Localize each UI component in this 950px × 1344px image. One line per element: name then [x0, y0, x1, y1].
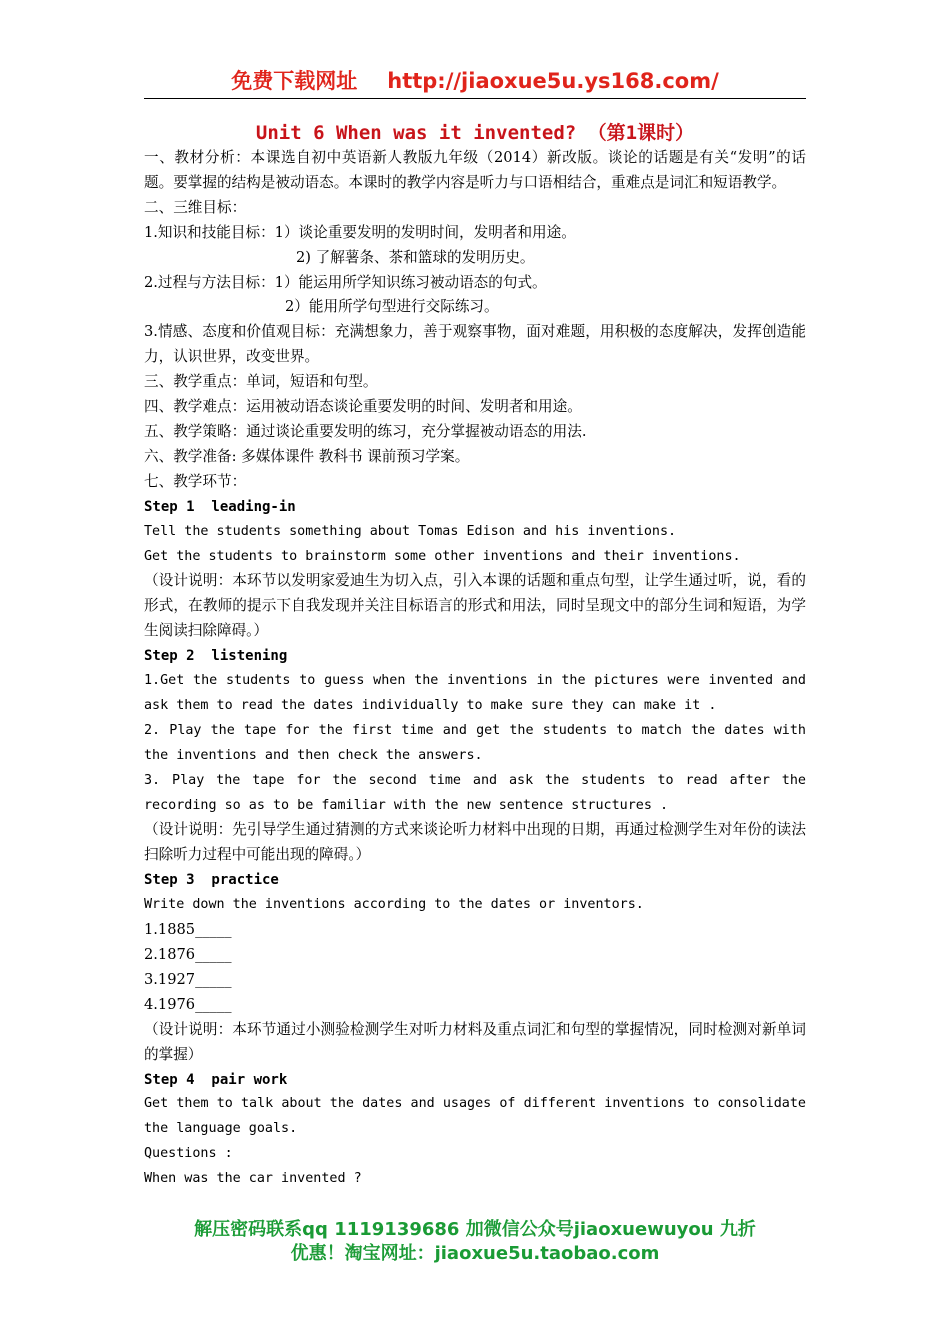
body-paragraph: 2. Play the tape for the first time and get the students to match the dates with the inventions and then check the answers.: [144, 722, 806, 763]
body-paragraph: （设计说明：本环节以发明家爱迪生为切入点，引入本课的话题和重点句型，让学生通过听，说，看的形式，在教师的提示下自我发现并关注目标语言的形式和用法，同时呈现文中的部分生词和短语，为学生阅读扫除障碍。）: [144, 572, 806, 640]
body-paragraph: 六、教学准备: 多媒体课件 教科书 课前预习学案。: [144, 447, 470, 465]
body-paragraph: 2）能用所学句型进行交际练习。: [285, 298, 499, 316]
body-paragraph: 四、教学难点：运用被动语态谈论重要发明的时间、发明者和用途。: [144, 398, 582, 416]
body-paragraph: 2.1876_____: [144, 946, 232, 963]
body-paragraph: 3.1927_____: [144, 970, 232, 988]
body-paragraph: 五、教学策略：通过谈论重要发明的练习，充分掌握被动语态的用法.: [144, 422, 587, 440]
footer-line-1: 解压密码联系qq 1119139686 加微信公众号jiaoxuewuyou 九折: [194, 1219, 756, 1240]
step-heading: Step 3 practice: [144, 872, 279, 889]
body-paragraph: 4.1976_____: [144, 995, 232, 1013]
body-paragraph: 3.情感、态度和价值观目标：充满想象力，善于观察事物，面对难题，用积极的态度解决，发挥创造能力，认识世界，改变世界。: [144, 323, 806, 366]
header-url-link[interactable]: http://jiaoxue5u.ys168.com/: [387, 69, 719, 93]
page-title: Unit 6 When was it invented? （第1课时）: [255, 122, 695, 144]
body-paragraph: Tell the students something about Tomas Edison and his inventions.: [144, 523, 677, 539]
document-body: [144, 146, 806, 1192]
footer-banner: [144, 1218, 806, 1266]
body-paragraph: 三、教学重点：单词，短语和句型。: [144, 373, 378, 391]
body-paragraph: （设计说明：先引导学生通过猜测的方式来谈论听力材料中出现的日期，再通过检测学生对年份的读法扫除听力过程中可能出现的障碍。）: [144, 821, 806, 864]
body-paragraph: 1.1885_____: [144, 921, 232, 939]
body-paragraph: 3. Play the tape for the second time and ask the students to read after the recording so as to be familiar with the new sentence structures .: [144, 772, 806, 813]
body-paragraph: 2) 了解薯条、茶和篮球的发明历史。: [296, 248, 535, 266]
body-paragraph: 一、教材分析：本课选自初中英语新人教版九年级（2014）新改版。谈论的话题是有关“发明”的话题。要掌握的结构是被动语态。本课时的教学内容是听力与口语相结合，重难点是词汇和短语教学。: [144, 149, 806, 191]
header-site-label: 免费下载网址: [231, 69, 358, 93]
header-banner: [144, 66, 806, 99]
body-paragraph: 1.Get the students to guess when the inventions in the pictures were invented and ask them to read the dates individually to make sure they can make it .: [144, 673, 806, 713]
body-paragraph: 2.过程与方法目标：1）能运用所学知识练习被动语态的句式。: [144, 273, 547, 291]
footer-line-2: 优惠！淘宝网址：jiaoxue5u.taobao.com: [290, 1243, 660, 1264]
step-heading: Step 2 listening: [144, 648, 288, 665]
body-paragraph: Get the students to brainstorm some other inventions and their inventions.: [144, 548, 741, 564]
body-paragraph: 七、教学环节：: [144, 472, 247, 490]
body-paragraph: 二、三维目标：: [144, 198, 247, 216]
body-paragraph: 1.知识和技能目标：1）谈论重要发明的发明时间，发明者和用途。: [144, 223, 576, 241]
body-paragraph: Questions :: [144, 1146, 233, 1162]
body-paragraph: When was the car invented ?: [144, 1171, 362, 1187]
step-heading: Step 4 pair work: [144, 1071, 288, 1088]
body-paragraph: （设计说明：本环节通过小测验检测学生对听力材料及重点词汇和句型的掌握情况，同时检测对新单词的掌握）: [144, 1020, 806, 1063]
body-paragraph: Get them to talk about the dates and usages of different inventions to consolidate the language goals.: [144, 1096, 806, 1137]
body-paragraph: Write down the inventions according to the dates or inventors.: [144, 897, 644, 913]
step-heading: Step 1 leading-in: [144, 498, 296, 515]
